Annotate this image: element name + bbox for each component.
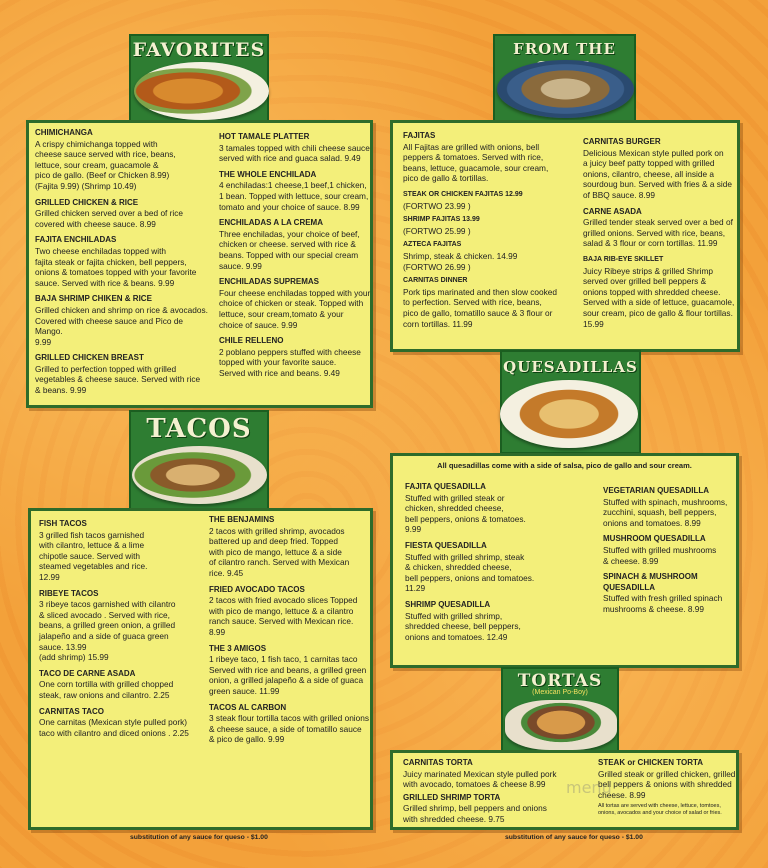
item-name: FAJITA QUESADILLA [405,482,486,491]
menu-item [209,644,371,697]
menu-item [403,190,583,211]
item-desc: 2 poblano peppers stuffed with cheese topped with your favorite sauce. Served with rice and beans. 9.49 [219,346,361,378]
item-desc: Grilled chicken and shrimp on rice & avocados. Covered with cheese sauce and Pico de Mango. 9.99 [35,304,208,347]
menu-item [209,515,371,579]
tortas-left-col [403,758,593,831]
tortas-queso-note: substitution of any sauce for queso - $1.00 [505,834,643,841]
item-name: CARNE ASADA [583,206,642,216]
grill-food-photo [497,60,634,118]
tacos-food-photo [132,446,267,504]
tacos-right-col [209,515,371,751]
item-desc: Shrimp, steak & chicken. 14.99 (FORTWO 26.99 ) [403,250,518,272]
item-desc: 1 ribeye taco, 1 fish taco, 1 carnitas taco Served with rice and beans, a grilled green onion, a grilled jalapeño & a side of guaca green sauce. 11.99 [209,654,367,696]
favorites-right-col [219,132,371,384]
item-name: FIESTA QUESADILLA [405,540,487,550]
menu-item [219,218,371,271]
tortas-food-photo [505,700,617,750]
menu-item [209,585,371,638]
item-desc: Grilled tender steak served over a bed of grilled onions. Served with rice, beans, salad & 3 flour or corn tortillas. 11.99 [583,217,733,249]
item-name: CHIMICHANGA [35,128,93,137]
item-name: GRILLED CHICKEN BREAST [35,353,144,363]
menu-item [403,793,593,825]
item-desc: Grilled chicken served over a bed of rice covered with cheese sauce. 8.99 [35,208,184,229]
item-name: VEGETARIAN QUESADILLA [603,486,710,495]
menu-item [35,294,213,347]
item-desc: Pork tips marinated and then slow cooked to perfection. Served with rice, beans, pico de gallo, tomatillo sauce & 3 flour or corn tortillas. 11.99 [403,286,558,329]
menu-item [219,336,371,378]
item-desc: Four cheese enchiladas topped with your choice of chicken or steak. Topped with lettuce, sour cream,tomato & your choice of sauce. 9.99 [219,287,371,330]
favorites-title: FAVORITES [132,39,266,61]
menu-item [219,277,371,330]
item-desc: Juicy Ribeye strips & grilled Shrimp served over grilled bell peppers & onions topped with shredded cheese. Served with a side of lettuce, guacamole, sour cream, pico de gallo & flour tortillas. 15.99 [583,265,735,329]
item-desc: Stuffed with grilled steak or chicken, shredded cheese, bell peppers, onions & tomatoes. 9.99 [405,492,526,535]
item-desc: Stuffed with grilled mushrooms & cheese. 8.99 [603,544,717,566]
item-name: TACOS AL CARBON [209,702,287,712]
item-name: FISH TACOS [39,519,87,528]
item-desc: Grilled shrimp, bell peppers and onions with shredded cheese. 9.75 [403,803,547,824]
grill-title: FROM THE [513,40,616,58]
item-name: FAJITA ENCHILADAS [35,235,117,245]
quesadillas-panel [390,453,739,668]
menu-item [598,758,738,800]
item-name: SHRIMP FAJITAS 13.99 [403,216,480,224]
quesadillas-food-photo [500,380,638,448]
menu-item [35,128,213,192]
menu-item [35,198,213,230]
menu-item [403,131,583,184]
item-name: CHILE RELLENO [219,336,284,346]
menu-item [39,669,211,701]
item-name: HOT TAMALE PLATTER [219,132,310,141]
item-name: MUSHROOM QUESADILLA [603,534,706,544]
quesadillas-header: All quesadillas come with a side of salsa, pico de gallo and sour cream. [437,461,692,470]
grill-right-col [583,137,738,335]
item-name: STEAK OR CHICKEN FAJITAS 12.99 [403,190,523,198]
tacos-panel [28,508,373,830]
item-desc: Stuffed with grilled shrimp, steak & chicken, shredded cheese, bell peppers, onions and tomatoes. 11.29 [405,551,535,594]
item-desc: 3 tamales topped with chili cheese sauce served with rice and guaca salad. 9.49 [219,142,370,164]
menu-item [39,589,211,663]
item-desc: 2 tacos with grilled shrimp, avocados battered up and deep fried. Topped with pico de mango, lettuce & a side of cilantro ranch. Served with Mexican rice. 9.45 [209,525,350,578]
item-name: FAJITAS [403,131,436,140]
favorites-food-photo [134,62,269,120]
favorites-panel [26,120,373,408]
item-name: TACO DE CARNE ASADA [39,668,136,678]
item-name: ENCHILADAS A LA CREMA [219,218,323,228]
item-name: FRIED AVOCADO TACOS [209,584,305,594]
quesadillas-left-col [405,482,585,648]
watermark: menu [566,778,612,797]
item-desc: 3 steak flour tortilla tacos with grilled onions & cheese sauce, a side of tomatillo sauce & pico de gallo. 9.99 [209,713,370,745]
item-name: STEAK or CHICKEN TORTA [598,758,704,767]
item-name: BAJA SHRIMP CHIKEN & RICE [35,294,152,304]
tortas-subtitle: (Mexican Po-Boy) [532,689,588,696]
menu-item [35,353,213,395]
item-name: CARNITAS TACO [39,706,105,716]
menu-item [603,572,738,614]
menu-item [219,170,371,212]
menu-item [583,207,738,249]
item-name: BAJA RIB-EYE SKILLET [583,255,664,263]
grill-panel [390,120,740,352]
menu-item [603,486,738,528]
quesadillas-title: QUESADILLAS [503,358,638,376]
item-name: ENCHILADAS SUPREMAS [219,277,320,287]
item-desc: One corn tortilla with grilled chopped steak, raw onions and cilantro. 2.25 [39,679,174,700]
item-desc: Delicious Mexican style pulled pork on a juicy beef patty topped with grilled onions, cilantro, cheese, all inside a sourdoug bun. Served with fries & a side of BBQ sauce. 8.99 [583,147,732,200]
item-name: CARNITAS DINNER [403,277,468,285]
item-desc: Stuffed with grilled shrimp, shredded cheese, bell peppers, onions and tomatoes. 12.49 [405,610,521,642]
item-desc: (FORTWO 25.99 ) [403,225,471,236]
item-desc: One carnitas (Mexican style pulled pork) taco with cilantro and diced onions . 2.25 [39,717,189,738]
item-name: THE WHOLE ENCHILADA [219,169,317,179]
item-desc: 3 ribeye tacos garnished with cilantro & sliced avocado . Served with rice, beans, a grilled green onion, a grilled jalapeño and a side of guaca green sauce. 13.99 (add shrimp) 15.99 [39,599,176,663]
item-desc: All Fajitas are grilled with onions, bell peppers & tomatoes. Served with rice, beans, lettuce, guacamole, sour cream, pico de gallo & tortillas. [403,141,549,184]
menu-item [219,132,371,164]
item-desc: Stuffed with spinach, mushrooms, zucchini, squash, bell peppers, onions and tomatoes. 8.99 [603,496,728,528]
item-desc: 2 tacos with fried avocado slices Topped with pico de mango, lettuce & a cilantro ranch sauce. Served with Mexican rice. 8.99 [209,595,358,637]
tortas-panel [390,750,739,830]
menu-item [39,519,211,583]
menu-item [603,534,738,566]
menu-item [583,255,738,329]
item-name: GRILLED SHRIMP TORTA [403,792,501,802]
item-desc: 4 enchiladas:1 cheese,1 beef,1 chicken, 1 bean. Topped with lettuce, sour cream, tomato and your choice of sauce. 8.99 [219,180,369,212]
quesadillas-right-col [603,486,738,621]
menu-item [405,482,585,535]
menu-item [405,600,585,642]
tortas-right-col [598,758,738,817]
item-desc: A crispy chimichanga topped with cheese sauce served with rice, beans, lettuce, sour cream, guacamole & pico de gallo. (Beef or Chicken 8.99) (Fajita 9.99) (Shrimp 10.49) [35,138,176,191]
grill-left-col [403,131,583,335]
item-desc: Grilled to perfection topped with grilled vegetables & cheese sauce. Served with rice & beans. 9.99 [35,363,201,396]
item-name: SHRIMP QUESADILLA [405,599,491,609]
menu-item [39,707,211,739]
item-desc: Juicy marinated Mexican style pulled pork with avocado, tomatoes & cheese 8.99 [403,768,557,790]
item-name: GRILLED CHICKEN & RICE [35,197,139,207]
item-desc: Stuffed with fresh grilled spinach mushrooms & cheese. 8.99 [603,593,723,614]
item-desc: 3 grilled fish tacos garnished with cilantro, lettuce & a lime chipotle sauce. Served with steamed vegetables and rice. 12.99 [39,529,148,582]
tacos-left-col [39,519,211,744]
tacos-queso-note: substitution of any sauce for queso - $1.00 [130,834,268,841]
item-desc: Three enchiladas, your choice of beef, chicken or cheese. served with rice & beans. Topped with our special cream sauce. 9.99 [219,228,360,271]
menu-item [403,276,583,329]
item-desc: Two cheese enchiladas topped with fajita steak or fajita chicken, bell peppers, onions & tomatoes topped with your favorite sauce. Served with rice & beans. 9.99 [35,245,197,288]
menu-item [583,137,738,201]
item-name: AZTECA FAJITAS [403,241,462,249]
tortas-title: TORTAS [517,671,603,691]
item-name: RIBEYE TACOS [39,588,99,598]
menu-item [209,703,371,745]
item-name: SPINACH & MUSHROOM QUESADILLA [603,572,698,592]
item-name: THE 3 AMIGOS [209,643,267,653]
menu-item [403,240,583,272]
item-name: CARNITAS TORTA [403,758,473,767]
menu-item [35,235,213,288]
menu-item [405,541,585,594]
favorites-left-col [35,128,213,402]
menu-item [403,758,593,790]
tacos-title: TACOS [146,414,252,444]
menu-item [403,215,583,236]
item-name: CARNITAS BURGER [583,137,661,146]
item-desc: Grilled steak or grilled chicken, grilled bell peppers & onions with shredded cheese. 8.99 [598,768,736,800]
item-name: THE BENJAMINS [209,515,275,524]
tortas-footnote: All tortas are served with cheese, lettuce, tomtoes, onions, avocados and your choice of salad or fries. [598,803,722,817]
item-desc: (FORTWO 23.99 ) [403,200,471,211]
